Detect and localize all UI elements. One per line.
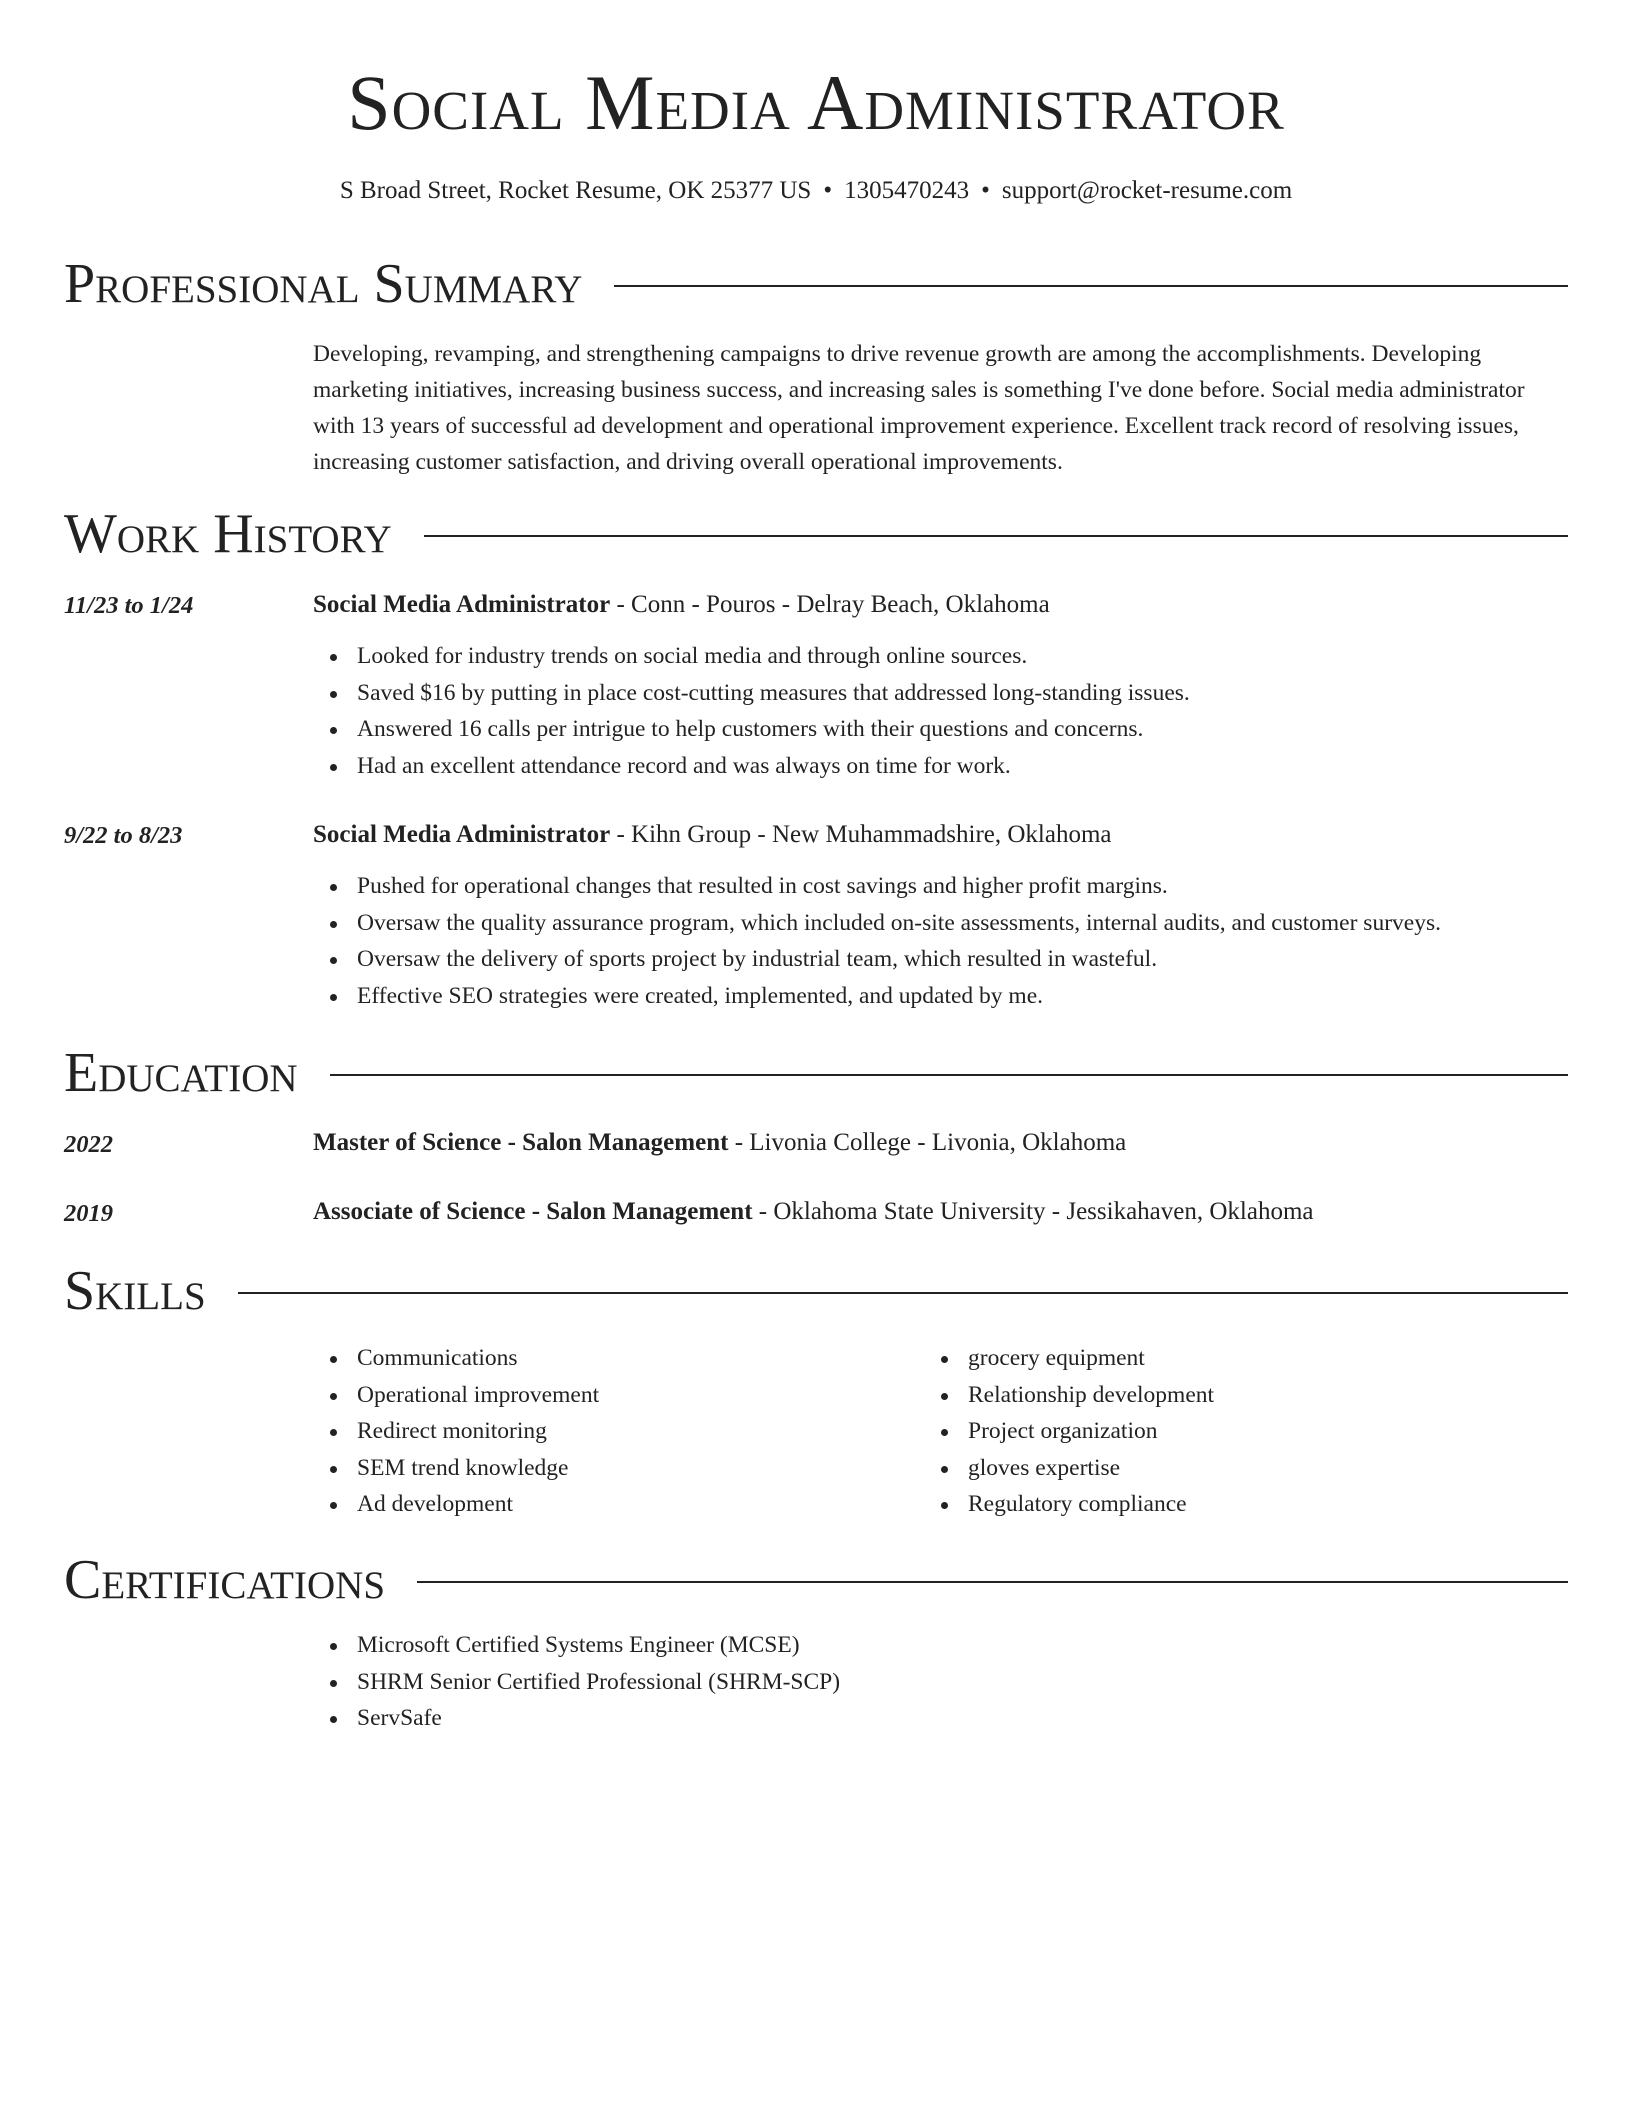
skill-item: Relationship development [924,1377,1214,1414]
skill-item: Communications [313,1340,599,1377]
job-bullets [313,868,1441,1014]
phone: 1305470243 [844,177,970,204]
skill-item: gloves expertise [924,1450,1214,1487]
education-line [313,1128,1126,1158]
education-section-header [64,1041,1568,1105]
job-dates: 11/23 to 1/24 [64,592,194,619]
skill-item: SEM trend knowledge [313,1450,599,1487]
certification-item: Microsoft Certified Systems Engineer (MCSE) [313,1627,840,1664]
job-details: - Conn - Pouros - Delray Beach, Oklahoma [610,591,1050,618]
section-divider [330,1074,1568,1076]
summary-text: Developing, revamping, and strengthening campaigns to drive revenue growth are among the accomplishments. Developing marketing initiatives, increasing business success, and increasing sales is something I've done before. Social media administrator with 13 years of successful ad development and operational improvement experience. Excellent track record of resolving issues, increasing customer satisfaction, and driving overall operational improvements. [313,341,1525,475]
certifications-section-header [64,1548,1568,1612]
school-details: - Oklahoma State University - Jessikahaven, Oklahoma [752,1198,1314,1225]
job-title-line [313,590,1050,620]
section-title-skills: Skills [64,1260,206,1322]
skill-item: Regulatory compliance [924,1486,1214,1523]
school-details: - Livonia College - Livonia, Oklahoma [728,1129,1127,1156]
section-divider [417,1581,1568,1583]
contact-separator: • [823,177,833,204]
address: S Broad Street, Rocket Resume, OK 25377 US [339,177,812,204]
list-item: Effective SEO strategies were created, implemented, and updated by me. [313,978,1441,1015]
education-line [313,1197,1314,1227]
certifications-list [313,1627,840,1737]
skills-list-right [924,1340,1214,1523]
job-role: Social Media Administrator [313,591,611,618]
section-divider [424,535,1568,537]
certification-item: SHRM Senior Certified Professional (SHRM-SCP) [313,1664,840,1701]
skill-item: Project organization [924,1413,1214,1450]
job-dates: 9/22 to 8/23 [64,822,183,849]
resume-name: Social Media Administrator [347,59,1285,146]
degree: Associate of Science - Salon Management [313,1198,753,1225]
list-item: Oversaw the quality assurance program, which included on-site assessments, internal audits, and customer surveys. [313,905,1441,942]
email: support@rocket-resume.com [1001,177,1293,204]
list-item: Saved $16 by putting in place cost-cutting measures that addressed long-standing issues. [313,675,1190,712]
skill-item: grocery equipment [924,1340,1214,1377]
job-bullets [313,638,1190,784]
work-section-header [64,502,1568,566]
list-item: Pushed for operational changes that resulted in cost savings and higher profit margins. [313,868,1441,905]
certification-item: ServSafe [313,1700,840,1737]
section-title-certifications: Certifications [64,1549,386,1611]
list-item: Answered 16 calls per intrigue to help customers with their questions and concerns. [313,711,1190,748]
section-title-education: Education [64,1042,298,1104]
contact-line [0,176,1632,206]
skill-item: Ad development [313,1486,599,1523]
section-title-summary: Professional Summary [64,253,583,315]
skill-item: Redirect monitoring [313,1413,599,1450]
skills-section-header [64,1259,1568,1323]
section-divider [238,1292,1568,1294]
degree: Master of Science - Salon Management [313,1129,729,1156]
skill-item: Operational improvement [313,1377,599,1414]
job-details: - Kihn Group - New Muhammadshire, Oklahoma [610,821,1112,848]
job-role: Social Media Administrator [313,821,611,848]
education-year: 2019 [64,1200,113,1227]
list-item: Looked for industry trends on social media and through online sources. [313,638,1190,675]
contact-separator: • [981,177,990,204]
list-item: Oversaw the delivery of sports project by industrial team, which resulted in wasteful. [313,941,1441,978]
education-year: 2022 [64,1131,113,1158]
skills-list-left [313,1340,599,1523]
list-item: Had an excellent attendance record and was always on time for work. [313,748,1190,785]
section-title-work: Work History [64,503,392,565]
job-title-line [313,820,1112,850]
summary-section-header [64,252,1568,316]
section-divider [614,285,1568,287]
